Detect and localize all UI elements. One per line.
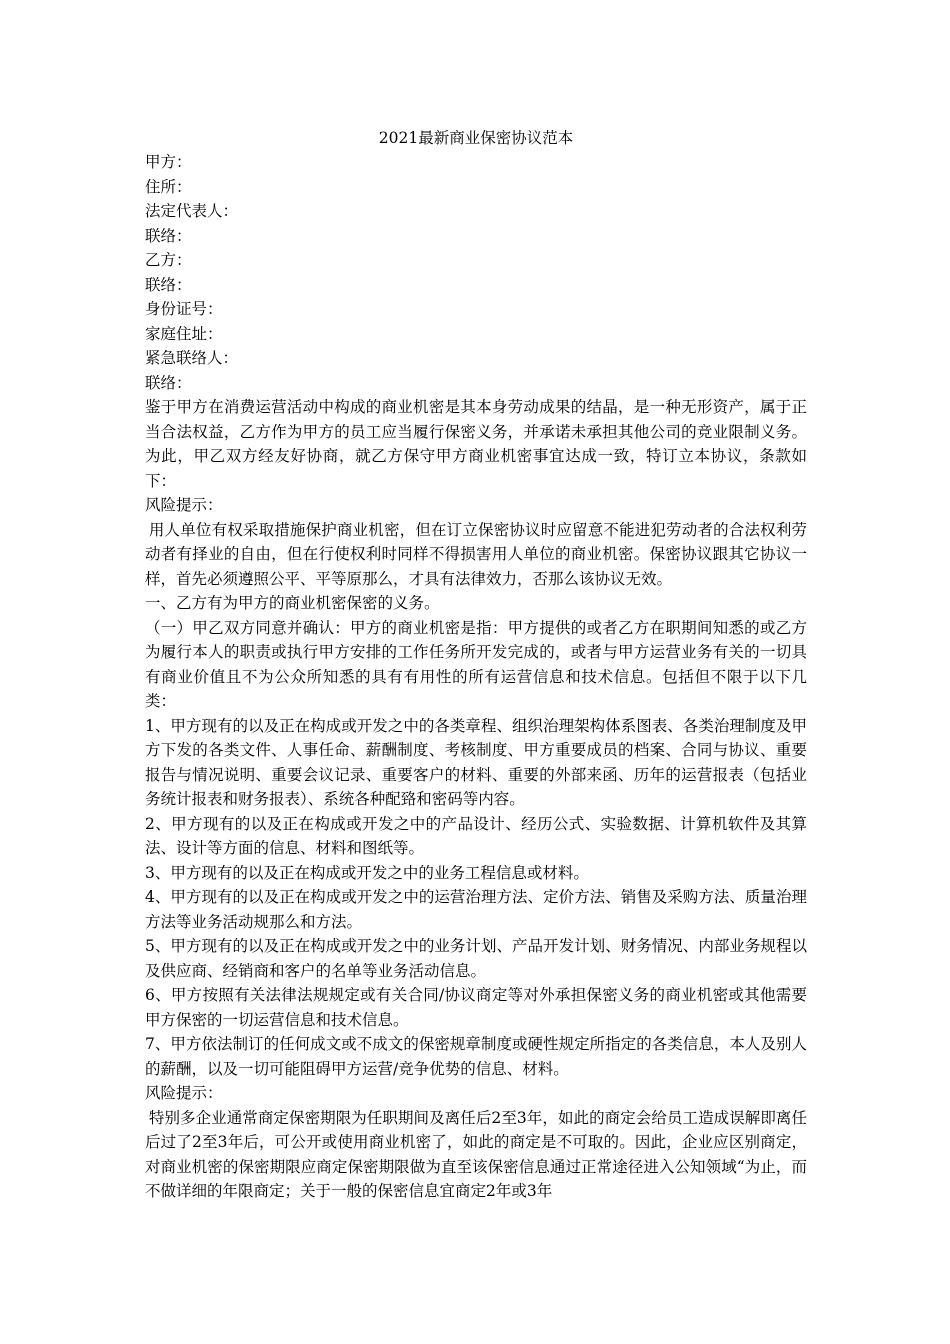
field-emergency-contact: 紧急联络人： (145, 349, 239, 367)
list-item: 7、甲方依法制订的任何成文或不成文的保密规章制度或硬性规定所指定的各类信息，本人及别人的薪酬，以及一切可能阻碍甲方运营/竞争优势的信息、材料。 (145, 1035, 807, 1078)
risk-heading: 风险提示： (145, 496, 223, 514)
risk-paragraph: 特别多企业通常商定保密期限为任职期间及离任后2至3年，如此的商定会给员工造成误解即离任后过了2至3年后，可公开或使用商业机密了，如此的商定是不可取的。因此，企业应区别商定，对商业机密的保密期限应商定保密期限做为直至该保密信息通过正常途径进入公知领域“为止，而不做详细的年限商定；关于一般的保密信息宜商定2年或3年 (145, 1108, 807, 1200)
field-party-b: 乙方： (145, 251, 192, 269)
risk-heading: 风险提示： (145, 1084, 223, 1102)
field-contact-b: 联络： (145, 275, 192, 294)
field-contact-a: 联络： (145, 226, 192, 245)
list-item: 1、甲方现有的以及正在构成或开发之中的各类章程、组织治理架构体系图表、各类治理制度及甲方下发的各类文件、人事任命、薪酬制度、考核制度、甲方重要成员的档案、合同与协议、重要报告与情况说明、重要会议记录、重要客户的材料、重要的外部来函、历年的运营报表（包括业务统计报表和财务报表）、系统各种配臵和密码等内容。 (145, 716, 807, 808)
document-title: 2021最新商业保密协议范本 (378, 129, 574, 147)
section-heading: 一、乙方有为甲方的商业机密保密的义务。 (145, 594, 440, 612)
field-address: 住所： (145, 177, 192, 196)
field-party-a: 甲方： (145, 153, 192, 171)
list-item: 4、甲方现有的以及正在构成或开发之中的运营治理方法、定价方法、销售及采购方法、质量治理方法等业务活动规那么和方法。 (145, 888, 807, 931)
field-emergency-phone: 联络： (145, 373, 192, 392)
clause-paragraph: （一）甲乙双方同意并确认：甲方的商业机密是指：甲方提供的或者乙方在职期间知悉的或乙方为履行本人的职责或执行甲方安排的工作任务所开发完成的，或者与甲方运营业务有关的一切具有商业价值且不为公众所知悉的具有有用性的所有运营信息和技术信息。包括但不限于以下几类： (145, 618, 807, 710)
list-item: 5、甲方现有的以及正在构成或开发之中的业务计划、产品开发计划、财务情况、内部业务规程以及供应商、经销商和客户的名单等业务活动信息。 (145, 937, 807, 980)
field-legal-representative: 法定代表人： (145, 202, 239, 220)
list-item: 3、甲方现有的以及正在构成或开发之中的业务工程信息或材料。 (145, 863, 589, 882)
risk-paragraph: 用人单位有权采取措施保护商业机密，但在订立保密协议时应留意不能进犯劳动者的合法权利劳动者有择业的自由，但在行使权利时同样不得损害用人单位的商业机密。保密协议跟其它协议一样，首先必须遵照公平、平等原那么，才具有法律效力，否那么该协议无效。 (145, 520, 807, 588)
list-item: 2、甲方现有的以及正在构成或开发之中的产品设计、经历公式、实验数据、计算机软件及其算法、设计等方面的信息、材料和图纸等。 (145, 814, 807, 857)
field-id-number: 身份证号： (145, 300, 223, 318)
preamble-paragraph: 鉴于甲方在消费运营活动中构成的商业机密是其本身劳动成果的结晶，是一种无形资产，属于正当合法权益，乙方作为甲方的员工应当履行保密义务，并承诺未承担其他公司的竞业限制义务。为此，甲乙双方经友好协商，就乙方保守甲方商业机密事宜达成一致，特订立本协议，条款如下： (145, 398, 807, 490)
document-page (145, 126, 807, 1204)
field-home-address: 家庭住址： (145, 324, 223, 343)
list-item: 6、甲方按照有关法律法规规定或有关合同/协议商定等对外承担保密义务的商业机密或其他需要甲方保密的一切运营信息和技术信息。 (145, 986, 807, 1029)
